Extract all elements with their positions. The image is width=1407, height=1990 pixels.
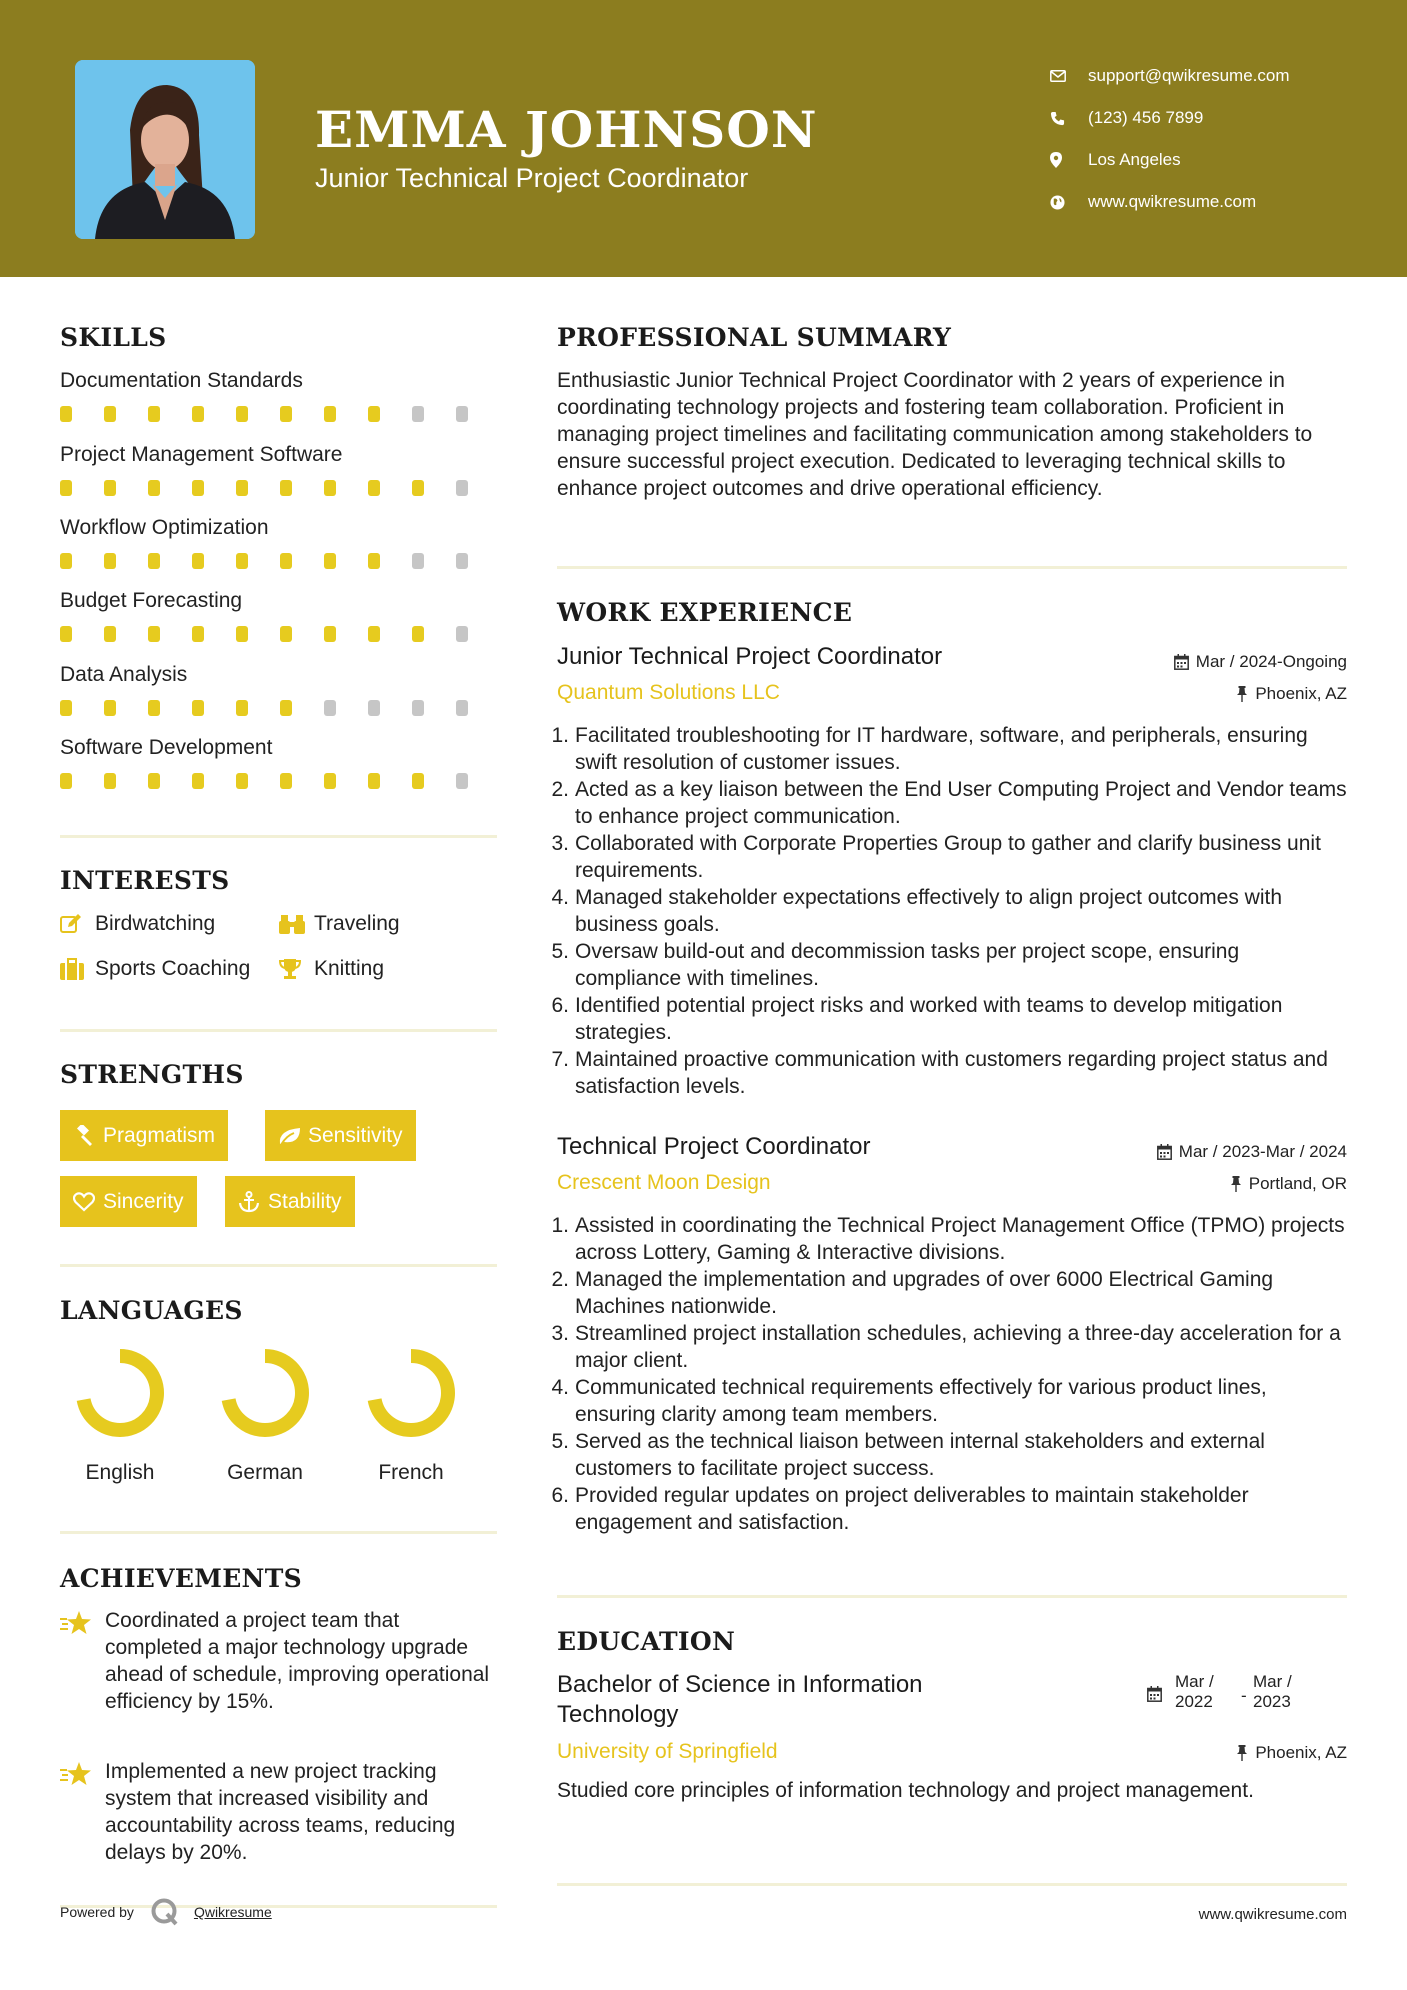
skill-dot-filled [60,700,72,716]
skill-dot-filled [192,700,204,716]
strengths-title: STRENGTHS [60,1060,244,1089]
job-bullets [551,722,1350,1100]
skill-dot-filled [192,553,204,569]
skill-dot-filled [60,553,72,569]
contact-website[interactable] [1050,181,1390,223]
job-date: Mar / 2023-Mar / 2024 [1157,1142,1347,1162]
skill-dot-filled [280,406,292,422]
language-english [60,1345,180,1485]
job-company: Crescent Moon Design [557,1171,771,1194]
experience-title: WORK EXPERIENCE [557,598,853,627]
strength-badge-sincerity: Sincerity [60,1176,197,1227]
education-degree: Bachelor of Science in Information Technology [557,1671,923,1728]
envelope-icon [1050,66,1088,86]
language-progress-ring [363,1345,459,1441]
job-bullet-item: 5. Served as the technical liaison between internal stakeholders and external customers to facilitate project success. [575,1428,1350,1482]
skill-dot-filled [60,480,72,496]
skill-dot-empty [368,700,380,716]
section-divider [557,1595,1347,1598]
section-divider [557,1883,1347,1886]
job-bullet-item: 4. Managed stakeholder expectations effectively to align project outcomes with business goals. [575,884,1350,938]
job-bullet-text: Collaborated with Corporate Properties Group to gather and clarify business unit requirements. [575,832,1321,882]
skill-dot-filled [236,626,248,642]
language-label: English [85,1461,155,1484]
interest-item-traveling: Traveling [279,909,400,939]
job-bullet-item: 6. Identified potential project risks and worked with teams to develop mitigation strategies. [575,992,1350,1046]
skill-dot-filled [324,773,336,789]
education-date-start: Mar / 2022 [1175,1672,1214,1711]
location-pin-icon [1050,150,1088,170]
job-location: Phoenix, AZ [1236,684,1347,704]
achievement-item: Implemented a new project tracking system that increased visibility and accountability across teams, reducing delays by 20%. [60,1758,500,1866]
skill-dot-filled [368,406,380,422]
trophy-icon [279,958,314,980]
skill-dot-filled [104,553,116,569]
skill-dot-filled [60,406,72,422]
skill-rating [60,626,500,642]
summary-text: Enthusiastic Junior Technical Project Coordinator with 2 years of experience in coordinating technology projects and fostering team collaboration. Proficient in managing project timelines and facilitating communication among stakeholders to ensure successful project execution. Dedicated to leveraging technical skills to enhance project outcomes and drive operational efficiency. [557,369,1313,500]
skill-dot-filled [324,406,336,422]
section-divider [60,1264,497,1267]
skill-dot-filled [280,480,292,496]
job-bullet-text: Managed stakeholder expectations effectively to align project outcomes with business goals. [575,886,1283,936]
skill-dot-empty [456,406,468,422]
skill-dot-filled [192,406,204,422]
job-bullet-item: 5. Oversaw build-out and decommission tasks per project scope, ensuring compliance with timelines. [575,938,1350,992]
skill-dot-filled [368,480,380,496]
candidate-role: Junior Technical Project Coordinator [315,163,749,193]
skill-dot-filled [60,626,72,642]
skill-dot-filled [324,626,336,642]
interest-item-knitting: Knitting [279,954,384,984]
skill-dot-filled [236,553,248,569]
languages-title: LANGUAGES [60,1296,243,1325]
contact-phone[interactable] [1050,97,1390,139]
skill-dot-filled [280,553,292,569]
interests-title: INTERESTS [60,866,230,895]
job-bullet-item: 1. Assisted in coordinating the Technical Project Management Office (TPMO) projects across Lottery, Gaming & Interactive divisions. [575,1212,1350,1266]
skill-dot-filled [192,773,204,789]
skill-dot-empty [412,406,424,422]
binoculars-icon [279,913,314,935]
job-bullet-item: 1. Facilitated troubleshooting for IT hardware, software, and peripherals, ensuring swift resolution of customer issues. [575,722,1350,776]
star-icon [60,1758,105,1866]
skill-name: Documentation Standards [60,369,303,392]
skill-dot-filled [104,406,116,422]
skill-dot-filled [148,626,160,642]
job-bullet-item: 4. Communicated technical requirements effectively for various product lines, ensuring clarity among team members. [575,1374,1350,1428]
job-bullet-item: 2. Managed the implementation and upgrades of over 6000 Electrical Gaming Machines nationwide. [575,1266,1350,1320]
skill-item [60,586,500,642]
contact-location [1050,139,1390,181]
job-company: Quantum Solutions LLC [557,681,780,704]
calendar-icon [1157,1144,1172,1160]
skill-dot-empty [412,553,424,569]
skill-dot-filled [236,406,248,422]
candidate-name: EMMA JOHNSON [315,100,818,159]
skill-dot-filled [104,626,116,642]
skill-dot-filled [192,626,204,642]
achievements-title: ACHIEVEMENTS [60,1564,302,1593]
skill-rating [60,406,500,422]
contact-email-text: support@qwikresume.com [1088,66,1290,85]
skill-dot-filled [280,626,292,642]
pushpin-icon [1230,1176,1242,1192]
job-bullet-text: Oversaw build-out and decommission tasks per project scope, ensuring compliance with timelines. [575,940,1240,990]
section-divider [557,566,1347,569]
skill-dot-filled [60,773,72,789]
footer-website[interactable]: www.qwikresume.com [1198,1906,1347,1923]
globe-icon [1050,192,1088,212]
gavel-icon [73,1125,103,1147]
strength-badge-sensitivity: Sensitivity [265,1110,416,1161]
qwikresume-link[interactable]: Qwikresume [193,1904,272,1920]
job-location: Portland, OR [1230,1174,1347,1194]
job-bullet-text: Assisted in coordinating the Technical Project Management Office (TPMO) projects across Lottery, Gaming & Interactive divisions. [575,1214,1345,1264]
pushpin-icon [1236,686,1248,702]
skill-dot-filled [148,480,160,496]
skill-dot-filled [104,480,116,496]
skill-dot-empty [456,480,468,496]
strength-badge-pragmatism: Pragmatism [60,1110,228,1161]
phone-icon [1050,108,1088,128]
contact-location-text: Los Angeles [1088,150,1181,169]
interest-item-sports-coaching: Sports Coaching [60,954,250,984]
language-progress-ring [217,1345,313,1441]
achievement-item: Coordinated a project team that completed a major technology upgrade ahead of schedule, improving operational efficiency by 15%. [60,1607,500,1715]
education-title: EDUCATION [557,1627,736,1656]
skill-name: Project Management Software [60,443,343,466]
language-label: French [378,1461,444,1484]
anchor-icon [238,1191,268,1213]
skill-dot-filled [368,773,380,789]
skill-name: Data Analysis [60,663,188,686]
job-bullet-item: 3. Streamlined project installation schedules, achieving a three-day acceleration for a major client. [575,1320,1350,1374]
job-bullet-item: 3. Collaborated with Corporate Properties Group to gather and clarify business unit requirements. [575,830,1350,884]
job-bullet-text: Identified potential project risks and worked with teams to develop mitigation strategies. [575,994,1283,1044]
job-title: Junior Technical Project Coordinator [557,643,943,670]
job-bullet-text: Facilitated troubleshooting for IT hardware, software, and peripherals, ensuring swift resolution of customer issues. [575,724,1308,774]
pushpin-icon [1236,1745,1248,1761]
contact-list [1050,55,1390,223]
interest-item-birdwatching: Birdwatching [60,909,215,939]
education-school: University of Springfield [557,1740,778,1763]
skill-dot-filled [324,553,336,569]
calendar-icon [1147,1672,1175,1712]
heart-icon [73,1192,103,1212]
skill-dot-filled [412,626,424,642]
language-french [351,1345,471,1485]
skill-item [60,440,500,496]
skill-dot-filled [236,773,248,789]
skill-dot-filled [148,773,160,789]
skill-dot-empty [456,626,468,642]
skill-dot-empty [456,773,468,789]
skills-title: SKILLS [60,323,167,352]
job-bullets [551,1212,1350,1536]
powered-by: Powered by Qwikresume [60,1897,272,1927]
job-bullet-item: 7. Maintained proactive communication with customers regarding project status and satisfaction levels. [575,1046,1350,1100]
profile-photo [75,60,255,239]
header-banner [0,0,1407,277]
language-label: German [227,1461,303,1484]
job-bullet-text: Streamlined project installation schedules, achieving a three-day acceleration for a major client. [575,1322,1341,1372]
qwikresume-logo-icon [150,1897,180,1927]
skill-dot-empty [324,700,336,716]
language-german [205,1345,325,1485]
skill-dot-filled [104,700,116,716]
skill-dot-filled [236,480,248,496]
section-divider [60,835,497,838]
skill-dot-filled [368,553,380,569]
skill-rating [60,773,500,789]
contact-email[interactable] [1050,55,1390,97]
section-divider [60,1531,497,1534]
contact-phone-text: (123) 456 7899 [1088,108,1204,127]
skill-dot-filled [148,553,160,569]
job-title: Technical Project Coordinator [557,1133,871,1160]
star-icon [60,1607,105,1715]
skill-name: Software Development [60,736,273,759]
language-progress-ring [72,1345,168,1441]
calendar-icon [1174,654,1189,670]
skill-dot-empty [456,700,468,716]
education-date-separator: - [1241,1686,1247,1705]
job-bullet-item: 6. Provided regular updates on project deliverables to maintain stakeholder engagement and satisfaction. [575,1482,1350,1536]
job-bullet-text: Served as the technical liaison between internal stakeholders and external customers to facilitate project success. [575,1430,1265,1480]
skill-dot-filled [104,773,116,789]
skill-dot-filled [148,700,160,716]
job-bullet-text: Acted as a key liaison between the End User Computing Project and Vendor teams to enhance project communication. [575,778,1347,828]
education-location: Phoenix, AZ [1236,1743,1347,1763]
education-date-end: Mar / 2023 [1253,1672,1292,1711]
job-bullet-text: Managed the implementation and upgrades of over 6000 Electrical Gaming Machines nationwide. [575,1268,1274,1318]
skill-dot-filled [412,773,424,789]
skill-dot-filled [280,773,292,789]
job-date: Mar / 2024-Ongoing [1174,652,1347,672]
skill-name: Workflow Optimization [60,516,269,539]
skill-dot-filled [192,480,204,496]
skill-item [60,660,500,716]
skill-dot-empty [456,553,468,569]
skill-dot-filled [280,700,292,716]
job-bullet-text: Provided regular updates on project deliverables to maintain stakeholder engagement and satisfaction. [575,1484,1249,1534]
skill-dot-filled [148,406,160,422]
job-bullet-text: Communicated technical requirements effectively for various product lines, ensuring clarity among team members. [575,1376,1267,1426]
section-divider [60,1029,497,1032]
education-date [1147,1672,1319,1712]
skill-dot-empty [412,700,424,716]
strength-badge-stability: Stability [225,1176,355,1227]
skill-dot-filled [412,480,424,496]
skill-dot-filled [324,480,336,496]
skill-rating [60,553,500,569]
pencil-icon [60,913,95,935]
summary-title: PROFESSIONAL SUMMARY [557,323,952,352]
skill-rating [60,480,500,496]
briefcase-icon [60,958,95,980]
skill-item [60,733,500,789]
skill-item [60,513,500,569]
leaf-icon [278,1126,308,1146]
skill-rating [60,700,500,716]
education-description: Studied core principles of information technology and project management. [557,1779,1254,1802]
skill-item [60,366,500,422]
skill-dot-filled [368,626,380,642]
job-bullet-item: 2. Acted as a key liaison between the End User Computing Project and Vendor teams to enhance project communication. [575,776,1350,830]
job-bullet-text: Maintained proactive communication with customers regarding project status and satisfaction levels. [575,1048,1328,1098]
contact-website-text: www.qwikresume.com [1088,192,1257,211]
skill-dot-filled [236,700,248,716]
skill-name: Budget Forecasting [60,589,243,612]
